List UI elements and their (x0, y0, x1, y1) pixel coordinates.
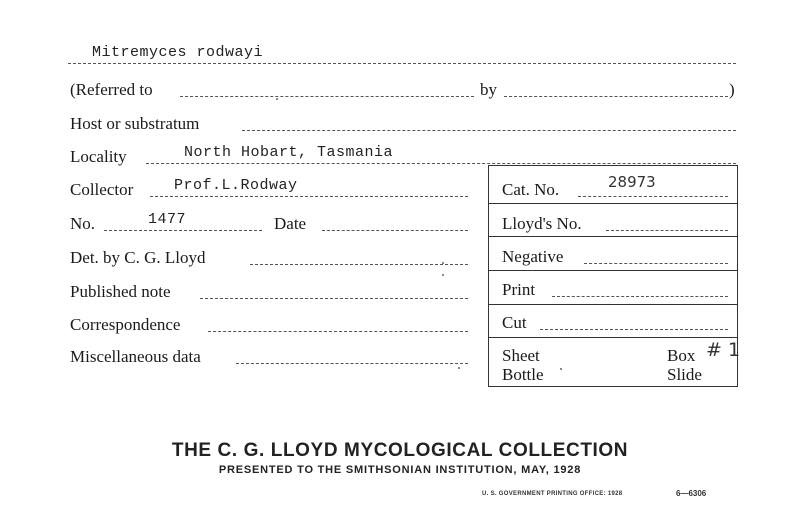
locality-line (146, 163, 736, 164)
specimen-name: Mitremyces rodwayi (92, 44, 264, 61)
scan-speck (442, 274, 444, 276)
locality-value: North Hobart, Tasmania (184, 144, 394, 161)
box-divider-3 (488, 270, 738, 271)
slide-label: Slide (667, 365, 702, 384)
lloyds-no-label: Lloyd's No. (502, 214, 582, 233)
box-label: Box (667, 346, 696, 365)
box-value: # 1 (706, 339, 741, 361)
form-number: 6—6306 (676, 489, 707, 498)
locality-label: Locality (70, 147, 127, 166)
date-label: Date (274, 214, 307, 233)
close-paren: ) (729, 80, 735, 99)
published-label: Published note (70, 282, 171, 301)
no-line (104, 230, 262, 231)
collector-value: Prof.L.Rodway (174, 177, 298, 194)
det-line (250, 264, 468, 265)
box-left-border (488, 165, 489, 387)
sheet-label: Sheet (502, 346, 540, 365)
cat-no-value: 28973 (608, 173, 656, 191)
host-line (242, 130, 736, 131)
collection-subtitle: PRESENTED TO THE SMITHSONIAN INSTITUTION, MAY, 1928 (218, 464, 582, 476)
no-label: No. (70, 214, 96, 233)
scan-speck (560, 368, 562, 370)
correspondence-label: Correspondence (70, 315, 181, 334)
specimen-name-line (68, 63, 736, 64)
misc-label: Miscellaneous data (70, 347, 201, 366)
box-bottom-border (488, 386, 738, 387)
misc-line (236, 363, 468, 364)
published-line (200, 298, 468, 299)
cat-no-label: Cat. No. (502, 180, 560, 199)
box-divider-4 (488, 304, 738, 305)
printing-office-note: U. S. GOVERNMENT PRINTING OFFICE: 1928 (482, 491, 623, 497)
date-line (322, 230, 468, 231)
referred-to-line (180, 96, 474, 97)
correspondence-line (208, 331, 468, 332)
box-top-border (488, 165, 738, 166)
box-divider-1 (488, 203, 738, 204)
no-value: 1477 (148, 211, 187, 228)
cut-label: Cut (502, 313, 527, 332)
cut-line (540, 329, 728, 330)
collector-line (150, 196, 468, 197)
box-divider-2 (488, 236, 738, 237)
box-divider-5 (488, 337, 738, 338)
scan-speck (276, 98, 278, 100)
collection-title: THE C. G. LLOYD MYCOLOGICAL COLLECTION (171, 440, 629, 461)
negative-line (584, 263, 728, 264)
lloyds-no-line (606, 230, 728, 231)
det-label: Det. by C. G. Lloyd (70, 248, 206, 267)
scan-speck (442, 262, 444, 264)
by-line (504, 96, 728, 97)
scan-speck (458, 367, 460, 369)
referred-to-label: (Referred to (70, 80, 153, 99)
by-label: by (480, 80, 497, 99)
host-label: Host or substratum (70, 114, 200, 133)
negative-label: Negative (502, 247, 564, 266)
collector-label: Collector (70, 180, 134, 199)
print-label: Print (502, 280, 536, 299)
cat-no-line (578, 196, 728, 197)
print-line (552, 296, 728, 297)
bottle-label: Bottle (502, 365, 544, 384)
